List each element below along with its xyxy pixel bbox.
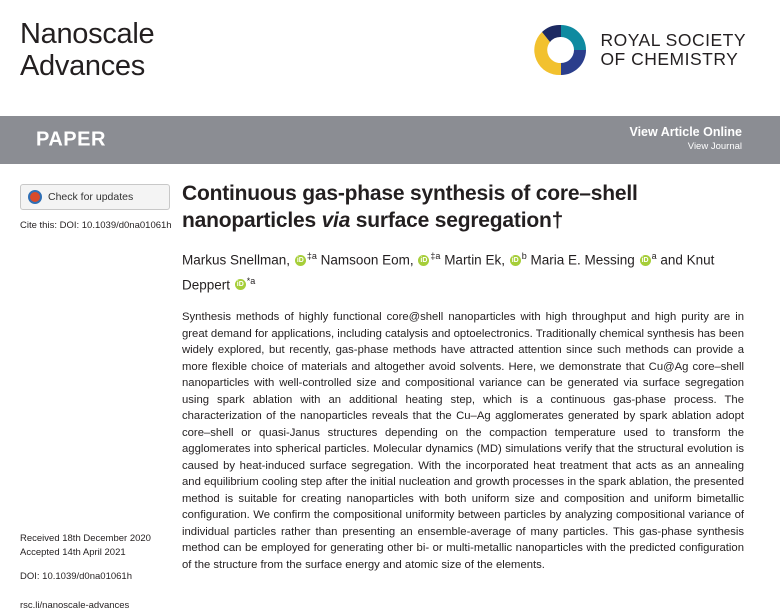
orcid-icon[interactable]	[235, 279, 246, 290]
article-title-part1: Continuous gas-phase synthesis of core–shell nanoparticles	[182, 182, 638, 232]
article-title	[182, 180, 744, 234]
orcid-icon[interactable]	[510, 255, 521, 266]
journal-url[interactable]: rsc.li/nanoscale-advances	[20, 599, 130, 611]
author-marks: a	[651, 251, 657, 261]
check-for-updates-label: Check for updates	[48, 191, 134, 203]
author-name[interactable]: Namsoon Eom,	[320, 252, 414, 268]
author-marks: b	[521, 251, 527, 261]
accepted-date: Accepted 14th April 2021	[20, 546, 126, 558]
masthead	[0, 0, 780, 108]
doi-text: DOI: 10.1039/d0na01061h	[20, 571, 132, 582]
article-sidebar	[0, 164, 182, 611]
article-title-italic: via	[321, 209, 351, 232]
view-article-online-link[interactable]: View Article Online	[629, 125, 742, 139]
received-date: Received 18th December 2020	[20, 533, 151, 544]
author-name[interactable]: and Knut Deppert	[182, 252, 715, 292]
journal-title-line1: Nanoscale	[20, 18, 155, 50]
check-for-updates-button[interactable]	[20, 184, 170, 210]
online-links[interactable]	[629, 124, 742, 153]
article-content	[0, 164, 780, 611]
author-marks: *a	[246, 275, 256, 286]
publisher-line2: OF CHEMISTRY	[600, 49, 739, 69]
author-name[interactable]: Maria E. Messing	[530, 252, 635, 268]
cite-this-text: Cite this: DOI: 10.1039/d0na01061h	[20, 220, 172, 231]
journal-title-line2: Advances	[20, 50, 145, 82]
publisher-name	[600, 31, 746, 69]
article-dates	[20, 532, 182, 584]
author-marks: ‡a	[306, 251, 317, 261]
author-list	[182, 246, 744, 295]
orcid-icon[interactable]	[640, 255, 651, 266]
publisher-line1: ROYAL SOCIETY	[600, 30, 746, 50]
orcid-icon[interactable]	[295, 255, 306, 266]
paper-type-banner	[0, 116, 780, 164]
abstract-text: Synthesis methods of highly functional core@shell nanoparticles with high throughput and high purity are in great demand for applications, including catalysis and optoelectronics. Traditionally chemical synthesis has been widely explored, but recently, gas-phase methods have attracted attention since such methods can provide a more flexible choice of materials and altogether avoid solvents. Here, we demonstrate that Cu@Ag core–shell nanoparticles with well-controlled size and compositional variance can be generated via surface segregation using spark ablation with an additional heating step, which is a continuous gas-phase process. The characterization of the nanoparticles reveals that the Cu–Ag agglomerates generated by spark ablation adopt core–shell or quasi-Janus structures depending on the compaction temperature used to transform the agglomerates into spherical particles. Molecular dynamics (MD) simulations verify that the structural evolution is caused by heat-induced surface segregation. With the incorporated heat treatment that acts as an annealing and equilibrium cooling step after the initial nucleation and growth processes in the spark ablation, the presented method is suitable for creating nanoparticles with both uniform size and composition and uniform bimetallic configuration. We confirm the compositional uniformity between particles by analyzing compositional variance of individual particles rather than presenting an ensemble-average of many particles. This gas-phase synthesis method can be employed for generating other bi- or multi-metallic nanoparticles with the predicted configuration of the structure from the surface energy and atomic size of the elements.	[182, 311, 744, 571]
crossmark-icon	[28, 190, 42, 204]
article-title-part2: surface segregation†	[350, 209, 564, 232]
author-name[interactable]: Martin Ek,	[444, 252, 505, 268]
orcid-icon[interactable]	[418, 255, 429, 266]
royal-society-of-chemistry-logo-icon	[533, 22, 589, 78]
view-journal-link[interactable]: View Journal	[687, 141, 742, 152]
journal-title	[20, 18, 154, 82]
paper-type-label: PAPER	[36, 128, 106, 151]
author-name[interactable]: Markus Snellman,	[182, 252, 291, 268]
article-main	[182, 164, 780, 611]
rsc-logo	[533, 22, 746, 78]
author-marks: ‡a	[430, 251, 441, 261]
